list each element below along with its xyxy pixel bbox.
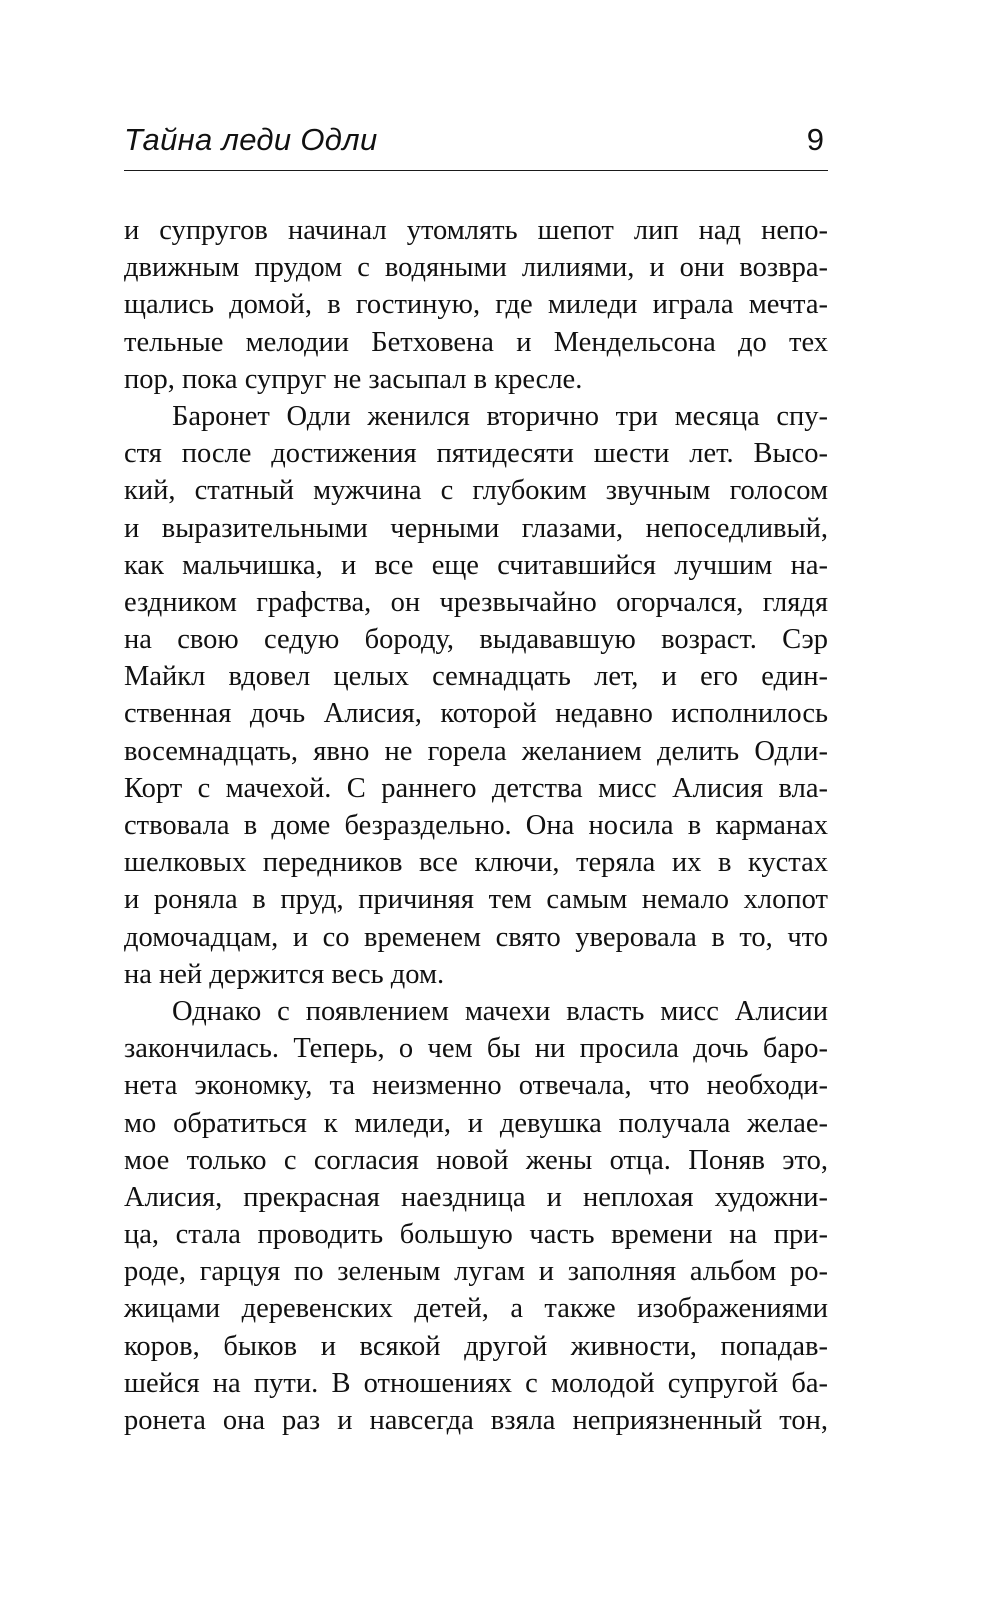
- text-line: движным прудом с водяными лилиями, и они возвра-: [124, 252, 828, 284]
- paragraph: [124, 993, 828, 1439]
- text-line: на ней держится весь дом.: [124, 958, 445, 990]
- text-line: мо обратиться к миледи, и девушка получала желае-: [124, 1107, 828, 1139]
- text-line: ственная дочь Алисия, которой недавно исполнилось: [124, 698, 828, 730]
- text-line: Корт с мачехой. С раннего детства мисс Алисия вла-: [124, 772, 828, 804]
- paragraph: [124, 398, 828, 993]
- text-line: Однако с появлением мачехи власть мисс Алисии: [172, 995, 828, 1027]
- text-line: и супругов начинал утомлять шепот лип над непо-: [124, 215, 828, 246]
- text-line: шелковых передников все ключи, теряла их в кустах: [124, 847, 828, 879]
- text-line: ездником графства, он чрезвычайно огорчался, глядя: [124, 586, 828, 618]
- text-line: роде, гарцуя по зеленым лугам и заполняя альбом ро-: [124, 1256, 828, 1288]
- text-line: ронета она раз и навсегда взяла неприязненный тон,: [124, 1405, 828, 1436]
- text-line: мое только с согласия новой жены отца. Поняв это,: [124, 1144, 828, 1176]
- body-text: [124, 212, 828, 1439]
- text-line: восемнадцать, явно не горела желанием делить Одли-: [124, 735, 828, 767]
- text-line: Майкл вдовел целых семнадцать лет, и его един-: [124, 661, 828, 693]
- text-line: ствовала в доме безраздельно. Она носила в карманах: [124, 810, 828, 841]
- text-line: Алисия, прекрасная наездница и неплохая художни-: [124, 1181, 828, 1213]
- text-line: щались домой, в гостиную, где миледи играла мечта-: [124, 289, 828, 321]
- text-line: на свою седую бороду, выдававшую возраст. Сэр: [124, 624, 828, 656]
- text-line: домочадцам, и со временем свято уверовала в то, что: [124, 921, 828, 953]
- text-line: и выразительными черными глазами, непоседливый,: [124, 512, 828, 544]
- running-title: Тайна леди Одли: [124, 122, 378, 157]
- text-line: ца, стала проводить большую часть времени на при-: [124, 1219, 828, 1251]
- text-line: Баронет Одли женился вторично три месяца спу-: [172, 400, 828, 432]
- text-line: закончилась. Теперь, о чем бы ни просила дочь баро-: [124, 1033, 828, 1065]
- text-line: пор, пока супруг не засыпал в кресле.: [124, 363, 583, 395]
- text-line: кий, статный мужчина с глубоким звучным голосом: [124, 475, 828, 507]
- text-line: коров, быков и всякой другой живности, попадав-: [124, 1330, 828, 1362]
- text-line: тельные мелодии Бетховена и Мендельсона до тех: [124, 326, 828, 358]
- text-line: и роняла в пруд, причиняя тем самым немало хлопот: [124, 884, 828, 916]
- text-line: жицами деревенских детей, а также изображениями: [124, 1293, 828, 1325]
- text-line: нета экономку, та неизменно отвечала, что необходи-: [124, 1070, 828, 1102]
- page-number: 9: [806, 122, 824, 157]
- text-line: стя после достижения пятидесяти шести лет. Высо-: [124, 438, 828, 470]
- paragraph: [124, 212, 828, 398]
- running-header: [124, 118, 828, 171]
- text-line: как мальчишка, и все еще считавшийся лучшим на-: [124, 549, 828, 581]
- text-line: шейся на пути. В отношениях с молодой супругой ба-: [124, 1367, 828, 1399]
